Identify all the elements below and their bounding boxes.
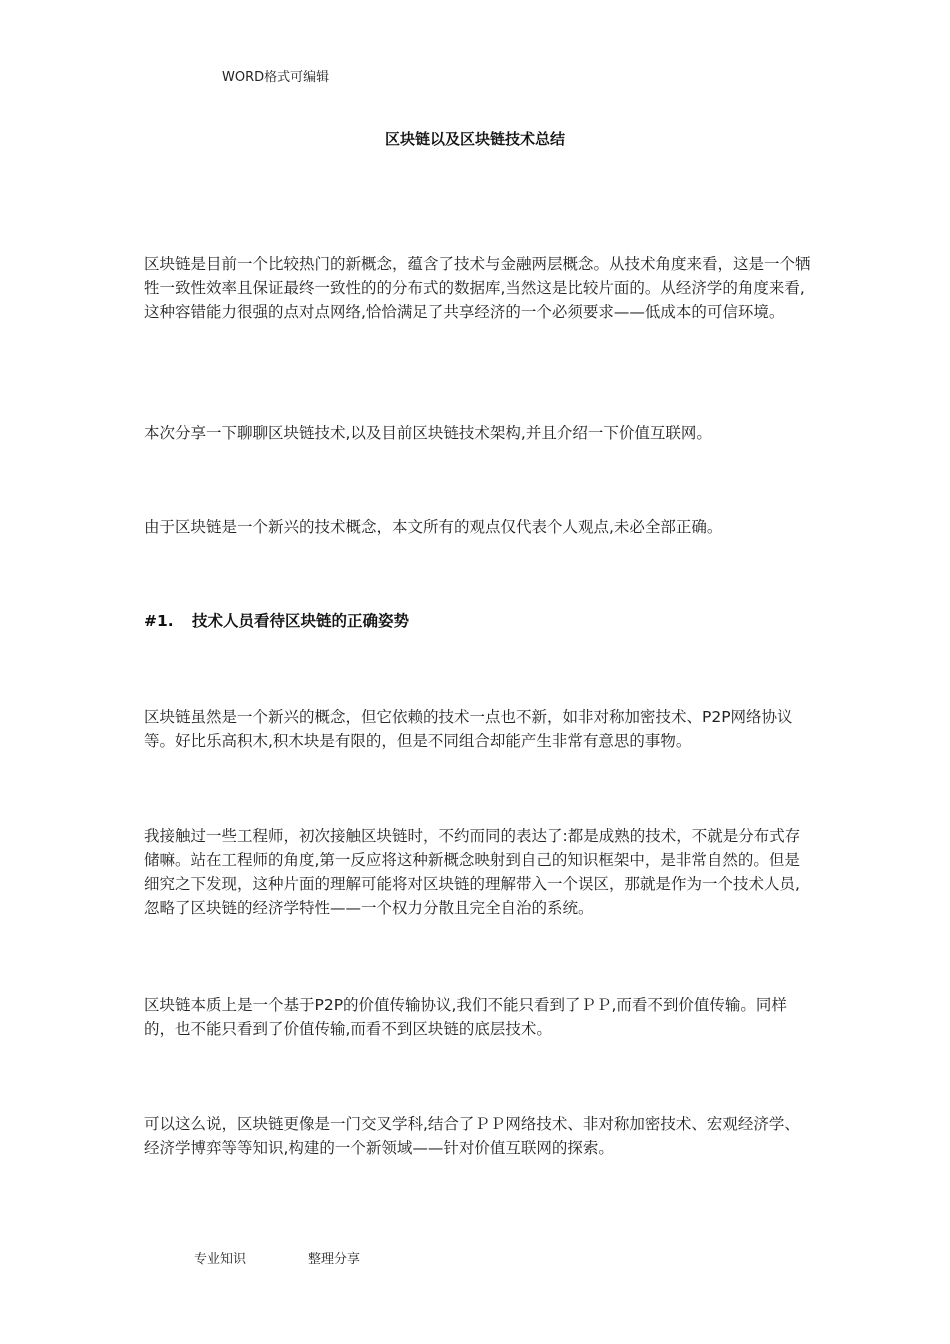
section-paragraph-1: 区块链虽然是一个新兴的概念，但它依赖的技术一点也不新，如非对称加密技术、P2P网络协议等。好比乐高积木,积木块是有限的，但是不同组合却能产生非常有意思的事物。: [144, 708, 793, 750]
disclaimer-paragraph: 由于区块链是一个新兴的技术概念，本文所有的观点仅代表个人观点,未必全部正确。: [144, 518, 723, 536]
footer-left: 专业知识: [194, 1252, 247, 1267]
section-paragraph-2: 我接触过一些工程师，初次接触区块链时，不约而同的表达了:都是成熟的技术，不就是分布式存储嘛。站在工程师的角度,第一反应将这种新概念映射到自己的知识框架中，是非常自然的。但是细究之下发现，这种片面的理解可能将对区块链的理解带入一个误区，那就是作为一个技术人员,忽略了区块链的经济学特性——一个权力分散且完全自治的系统。: [144, 827, 801, 917]
sharing-paragraph: 本次分享一下聊聊区块链技术,以及目前区块链技术架构,并且介绍一下价值互联网。: [144, 424, 712, 442]
intro-paragraph: 区块链是目前一个比较热门的新概念，蕴含了技术与金融两层概念。从技术角度来看，这是一个牺牲一致性效率且保证最终一致性的的分布式的数据库,当然这是比较片面的。从经济学的角度来看,这种容错能力很强的点对点网络,恰恰满足了共享经济的一个必须要求——低成本的可信环境。: [144, 255, 811, 321]
section-title: 技术人员看待区块链的正确姿势: [192, 612, 410, 630]
document-title: 区块链以及区块链技术总结: [384, 130, 565, 148]
section-heading: [144, 609, 409, 631]
section-paragraph-3: 区块链本质上是一个基于P2P的价值传输协议,我们不能只看到了ＰＰ,而看不到价值传输。同样的，也不能只看到了价值传输,而看不到区块链的底层技术。: [144, 996, 787, 1038]
section-paragraph-4: 可以这么说，区块链更像是一门交叉学科,结合了ＰＰ网络技术、非对称加密技术、宏观经济学、经济学博弈等等知识,构建的一个新领域——针对价值互联网的探索。: [144, 1115, 800, 1157]
section-number: #1.: [144, 612, 174, 630]
footer-right: 整理分享: [308, 1252, 361, 1267]
header-label: WORD格式可编辑: [222, 70, 330, 85]
